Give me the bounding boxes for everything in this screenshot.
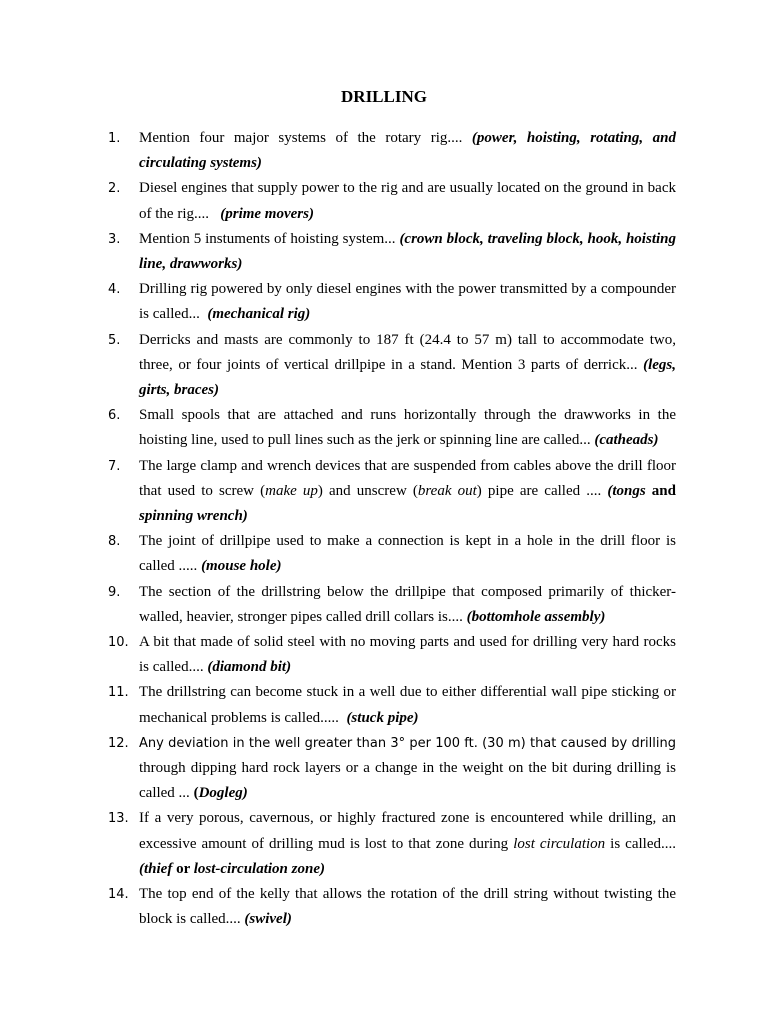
- question-item: [108, 630, 676, 680]
- question-number: 8.: [108, 534, 121, 550]
- question-item: [108, 680, 676, 730]
- question-text-segment: Any deviation in the well greater than 3° per 100 ft. (30 m) that caused by drilling: [139, 735, 676, 751]
- question-item: [108, 126, 676, 176]
- question-text: [139, 130, 676, 171]
- question-text-segment: is called....: [605, 835, 676, 852]
- answer-text: (thief: [139, 860, 173, 877]
- question-text-segment: Mention four major systems of the rotary rig....: [139, 130, 472, 146]
- question-text-segment: Small spools that are attached and runs horizontally through the drawworks in the hoisting line, used to pull lines such as the jerk or spinning line are called...: [139, 407, 676, 449]
- question-item: [108, 454, 676, 530]
- question-number: 2.: [108, 181, 121, 197]
- question-text: [139, 332, 676, 398]
- question-item: [108, 328, 676, 404]
- question-item: [108, 882, 676, 932]
- question-text-segment: or: [172, 860, 194, 877]
- question-text: [139, 180, 676, 221]
- question-text-segment: If a very porous, cavernous, or highly fractured zone is encountered while drilling, an excessive amount of drilling mud is lost to that zone during: [139, 810, 676, 852]
- question-text: [139, 458, 676, 524]
- question-item: [108, 227, 676, 277]
- question-text-segment: Drilling rig powered by only diesel engines with the power transmitted by a compounder is called...: [139, 281, 676, 323]
- question-text: [139, 684, 676, 725]
- answer-text: (bottomhole assembly): [466, 608, 606, 625]
- question-text-segment: The large clamp and wrench devices that are suspended from cables above the drill floor that used to screw (: [139, 457, 676, 499]
- question-text-segment: break out: [417, 482, 477, 499]
- question-text-segment: ) and unscrew (: [317, 482, 418, 499]
- question-text-segment: The drillstring can become stuck in a well due to either differential wall pipe sticking or mechanical problems is called.....: [139, 684, 676, 726]
- question-number: 9.: [108, 584, 121, 600]
- question-number: 7.: [108, 458, 121, 474]
- answer-text: (mechanical rig): [207, 306, 311, 323]
- question-text-segment: make up: [265, 482, 318, 499]
- question-text: [139, 584, 676, 625]
- answer-text: Dogleg): [198, 785, 248, 802]
- question-text-segment: Derricks and masts are commonly to 187 ft (24.4 to 57 m) tall to accommodate two, three, or four joints of vertical drillpipe in a stand. Mention 3 parts of derrick...: [139, 331, 676, 373]
- question-number: 3.: [108, 231, 121, 247]
- answer-text: (legs, girts, braces): [139, 356, 676, 399]
- question-text-segment: ) pipe are called ....: [476, 482, 608, 499]
- question-text-segment: and: [645, 482, 676, 499]
- question-number: 11.: [108, 685, 129, 701]
- question-item: [108, 529, 676, 579]
- question-text-segment: through dipping hard rock layers or a change in the weight on the bit during drilling is called ...: [139, 760, 676, 802]
- question-number: 13.: [108, 811, 129, 827]
- question-text-segment: Mention 5 instuments of hoisting system...: [139, 230, 400, 247]
- answer-text: (tongs: [607, 482, 646, 499]
- question-text-segment: Diesel engines that supply power to the rig and are usually located on the ground in back of the rig....: [139, 180, 676, 222]
- question-number: 12.: [108, 735, 129, 751]
- question-number: 10.: [108, 635, 129, 651]
- question-text: [139, 810, 676, 876]
- question-text-segment: The top end of the kelly that allows the rotation of the drill string without twisting the block is called....: [139, 886, 676, 928]
- answer-text: (catheads): [594, 432, 659, 449]
- question-item: [108, 806, 676, 882]
- question-item: [108, 176, 676, 226]
- question-text-segment: A bit that made of solid steel with no moving parts and used for drilling very hard rocks is called....: [139, 634, 676, 676]
- answer-text: (diamond bit): [207, 659, 292, 676]
- question-text: [139, 735, 676, 801]
- question-number: 4.: [108, 282, 121, 298]
- question-number: 14.: [108, 887, 129, 903]
- question-text-segment: (: [193, 785, 199, 802]
- question-text: [139, 407, 676, 448]
- question-item: [108, 277, 676, 327]
- question-item: [108, 403, 676, 453]
- question-text: [139, 231, 676, 272]
- question-item: [108, 580, 676, 630]
- answer-text: (swivel): [244, 911, 292, 928]
- question-text-segment: lost circulation: [513, 835, 606, 852]
- question-list: [108, 126, 676, 933]
- question-number: 5.: [108, 332, 121, 348]
- question-item: [108, 731, 676, 807]
- answer-text: lost-circulation zone): [193, 860, 325, 877]
- page-title: DRILLING: [341, 87, 427, 106]
- answer-text: (power, hoisting, rotating, and circulating systems): [139, 130, 676, 172]
- answer-text: (crown block, traveling block, hook, hoisting line, drawworks): [139, 230, 676, 273]
- answer-text: spinning wrench): [139, 508, 248, 525]
- question-text-segment: The joint of drillpipe used to make a connection is kept in a hole in the drill floor is called .....: [139, 533, 676, 575]
- question-number: 1.: [108, 131, 121, 146]
- question-text: [139, 281, 676, 322]
- answer-text: (mouse hole): [201, 558, 282, 575]
- question-text: [139, 634, 676, 675]
- answer-text: (prime movers): [220, 205, 314, 222]
- question-text-segment: The section of the drillstring below the drillpipe that composed primarily of thicker-walled, heavier, stronger pipes called drill collars is....: [139, 583, 676, 625]
- question-number: 6.: [108, 408, 121, 424]
- question-text: [139, 886, 676, 927]
- question-text: [139, 533, 676, 574]
- answer-text: (stuck pipe): [346, 709, 419, 726]
